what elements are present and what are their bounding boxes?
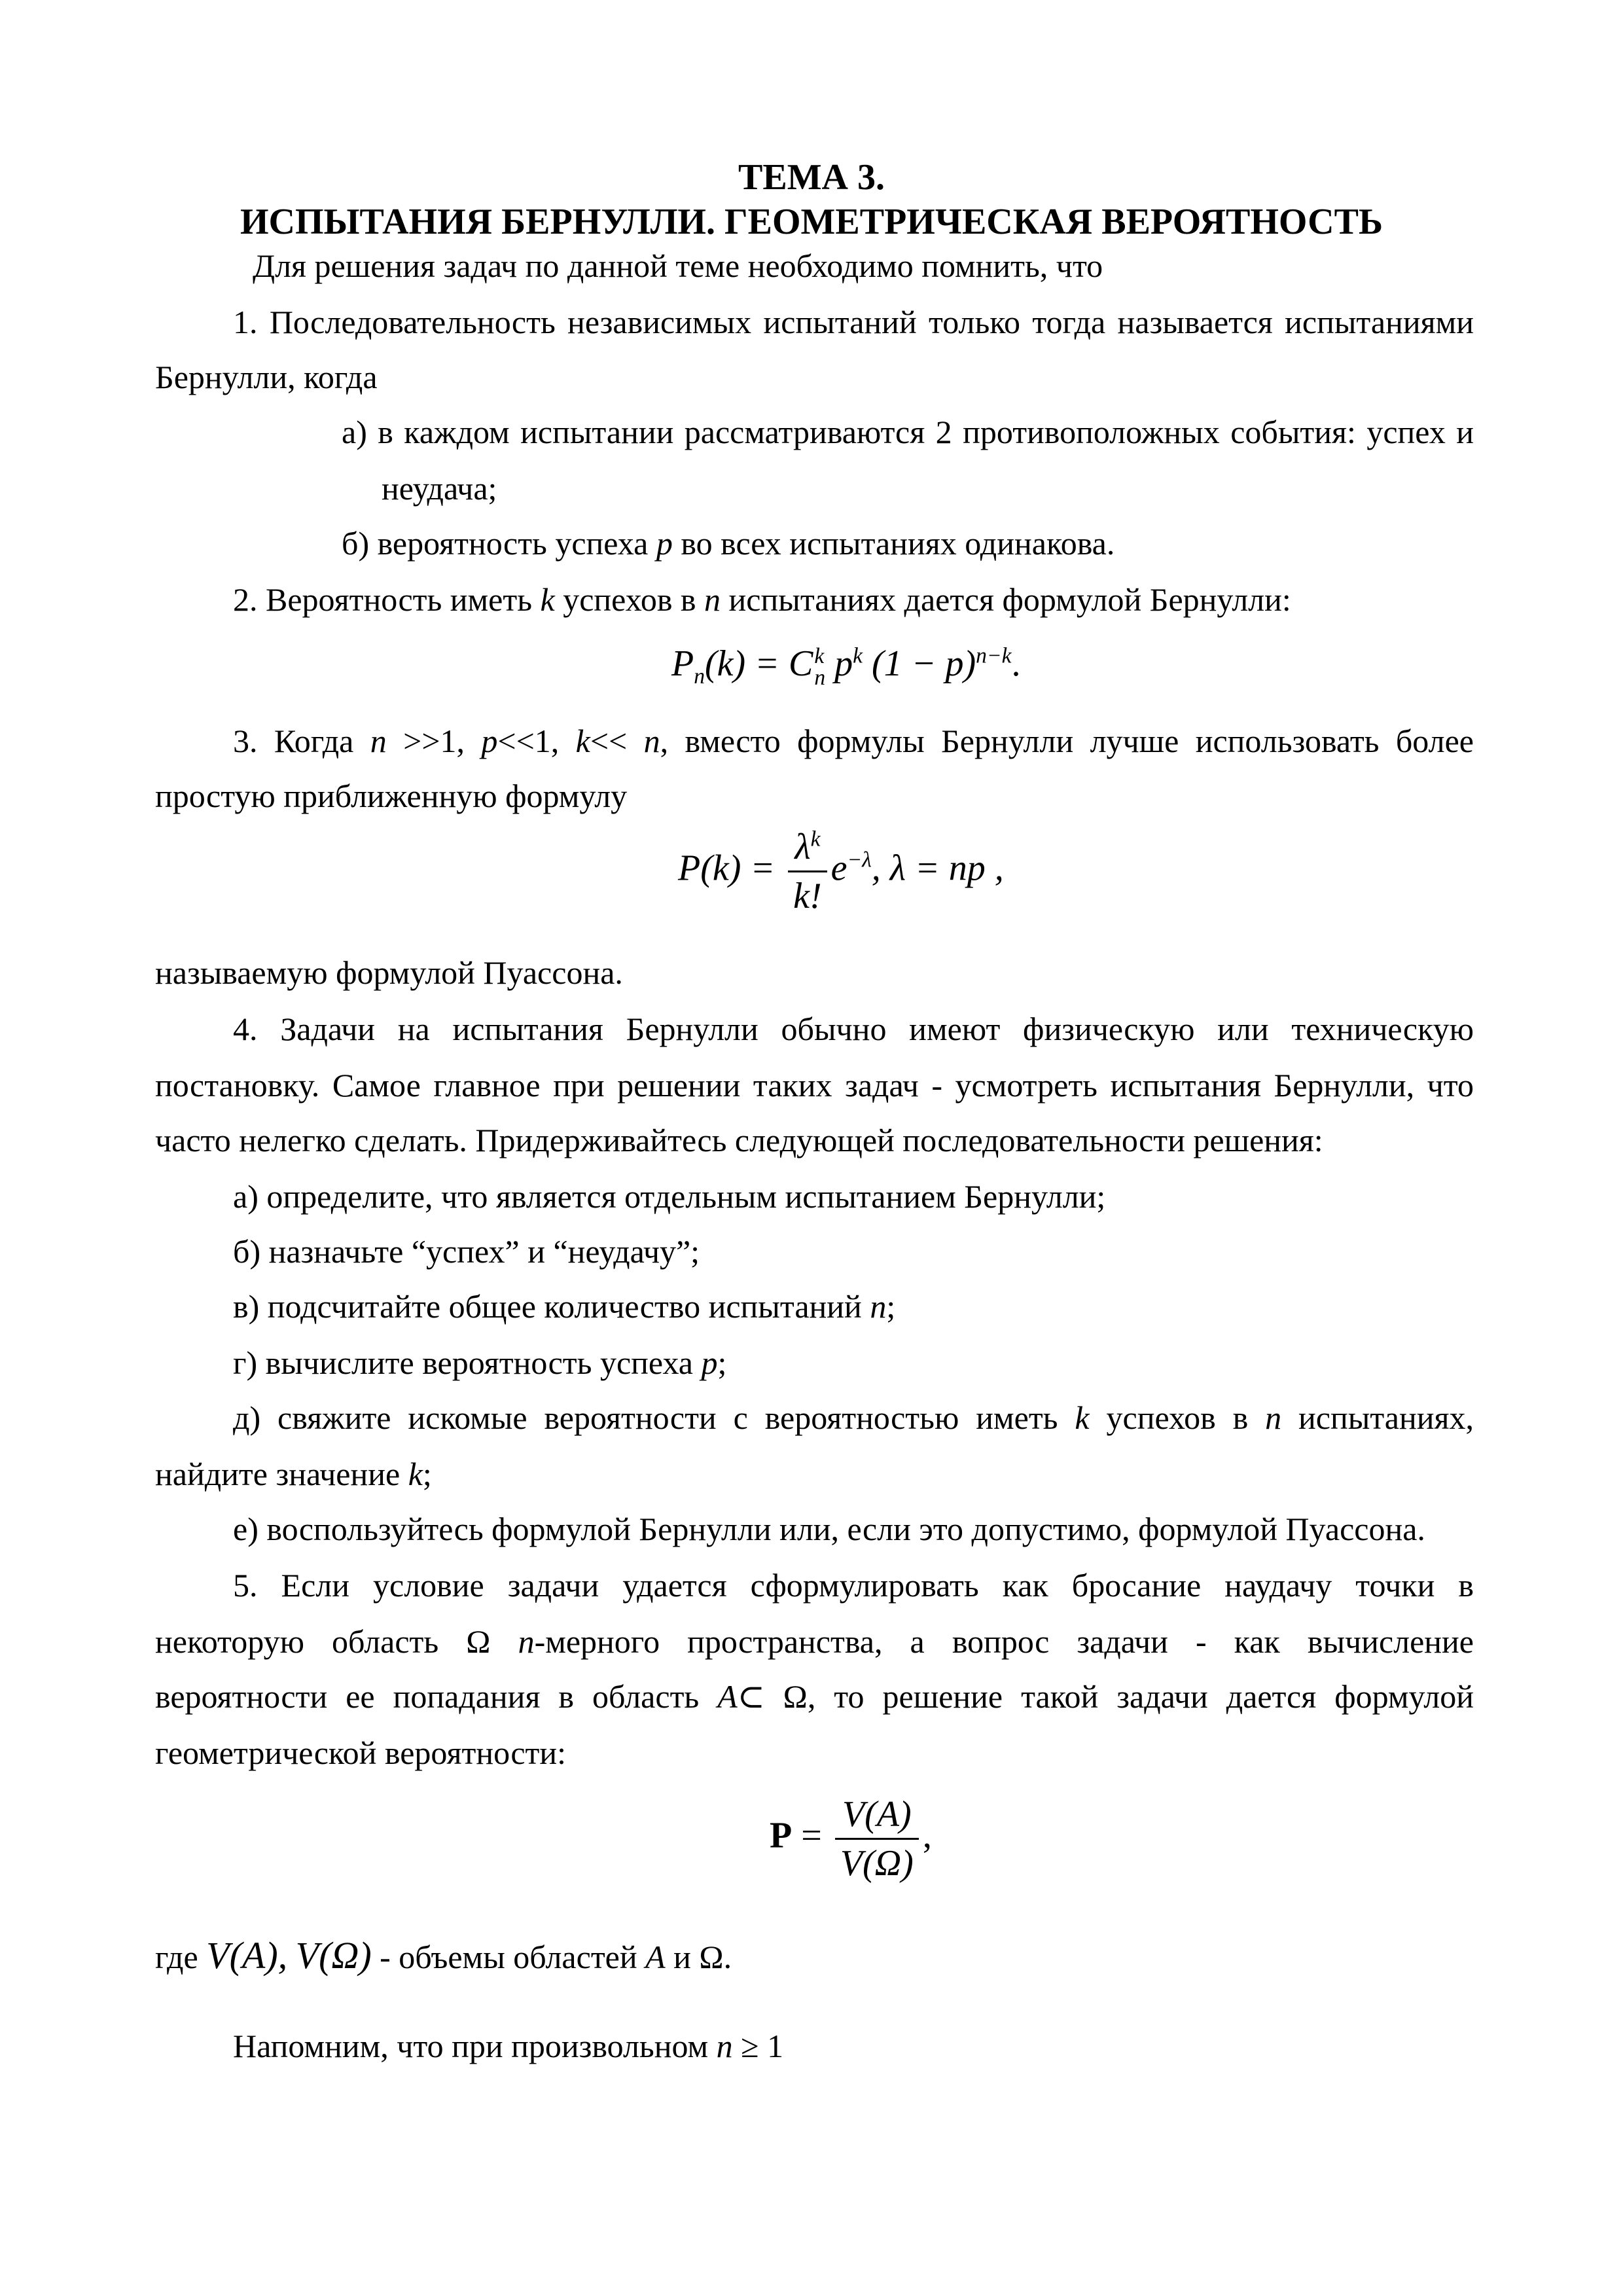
poisson-den: k!: [793, 876, 822, 916]
item1-line1: 1. Последовательность независимых испытаний только тогда называется испытаниями: [233, 304, 1474, 340]
item4-c-post: ;: [886, 1288, 896, 1325]
item4-a: а) определите, что является отдельным испытанием Бернулли;: [233, 1178, 1106, 1215]
bernoulli-end: .: [1011, 643, 1021, 684]
var-n: n: [1265, 1399, 1282, 1436]
item4-c-pre: в) подсчитайте общее количество испытаний: [233, 1288, 870, 1325]
where-mid: - объемы областей: [371, 1939, 646, 1975]
bernoulli-k: (k) =: [705, 643, 789, 684]
poisson-e-exp: −λ: [847, 848, 872, 872]
item4-line1: 4. Задачи на испытания Бернулли обычно имеют физическую или техническую: [233, 1011, 1474, 1047]
item3-a: 3. Когда: [233, 723, 370, 759]
item4-e2-post: ;: [422, 1456, 432, 1492]
poisson-formula: [678, 826, 1004, 917]
item5-line3: [155, 1677, 1474, 1716]
var-A: A: [645, 1939, 666, 1975]
recall-post: ≥ 1: [732, 2028, 784, 2064]
item4-b: б) назначьте “успех” и “неудачу”;: [233, 1233, 700, 1270]
poisson-rest: , λ = np ,: [871, 848, 1004, 889]
poisson-fraction: [788, 826, 827, 917]
item5-line3-b: ⊂ Ω, то решение такой задачи дается формулой: [737, 1678, 1474, 1715]
bernoulli-p: p: [825, 643, 853, 684]
where-post: и Ω.: [665, 1939, 732, 1975]
bernoulli-C-sub: n: [814, 666, 826, 691]
item4-e-a: д) свяжите искомые вероятности с вероятностью иметь: [233, 1399, 1075, 1436]
item1-b-pre: б) вероятность успеха: [342, 525, 656, 562]
item1-a-line2: неудача;: [382, 470, 497, 507]
item5-line1: 5. Если условие задачи удается сформулировать как бросание наудачу точки в: [233, 1567, 1474, 1604]
item1-line2: Бернулли, когда: [155, 359, 378, 395]
item4-e-line2: [155, 1454, 432, 1494]
item1-a-line1: а) в каждом испытании рассматриваются 2 противоположных события: успех и: [342, 414, 1474, 450]
var-n: n: [643, 723, 660, 759]
geometric-fraction: [835, 1793, 919, 1884]
item4-line3: часто нелегко сделать. Придерживайтесь следующей последовательности решения:: [155, 1122, 1323, 1158]
geometric-num: V(A): [842, 1794, 912, 1835]
geometric-den: V(Ω): [840, 1843, 914, 1884]
var-k: k: [575, 723, 590, 759]
item3-line1: [233, 721, 1474, 761]
geometric-eq: =: [792, 1815, 831, 1856]
bernoulli-tail: (1 − p): [863, 643, 976, 684]
bernoulli-n-sub: n: [694, 664, 705, 689]
item3-b: >>1,: [386, 723, 482, 759]
recall-pre: Напомним, что при произвольном: [233, 2028, 717, 2064]
item4-d-post: ;: [717, 1344, 727, 1381]
topic-heading: ТЕМА 3.: [738, 157, 885, 198]
item4-e-b: успехов в: [1089, 1399, 1266, 1436]
page-title: ИСПЫТАНИЯ БЕРНУЛЛИ. ГЕОМЕТРИЧЕСКАЯ ВЕРОЯТНОСТЬ: [240, 202, 1383, 242]
bernoulli-formula: [671, 643, 1020, 689]
item5-line2-b: -мерного пространства, а вопрос задачи - как вычисление: [534, 1623, 1474, 1660]
item3-line2: простую приближенную формулу: [155, 778, 628, 814]
var-k: k: [540, 581, 555, 618]
item5-recall: [233, 2026, 783, 2066]
item3-line3: называемую формулой Пуассона.: [155, 954, 623, 991]
item4-f: е) воспользуйтесь формулой Бернулли или, если это допустимо, формулой Пуассона.: [233, 1511, 1425, 1547]
item5-line2: [155, 1622, 1474, 1661]
item2-post: испытаниях дается формулой Бернулли:: [721, 581, 1291, 618]
geometric-P: P: [770, 1815, 793, 1856]
var-A: A: [717, 1678, 738, 1715]
item5-line2-a: некоторую область Ω: [155, 1623, 518, 1660]
var-n: n: [704, 581, 721, 618]
item4-e2-pre: найдите значение: [155, 1456, 408, 1492]
poisson-lhs: P(k) =: [678, 848, 785, 889]
item4-d-pre: г) вычислите вероятность успеха: [233, 1344, 702, 1381]
item3-d: <<: [590, 723, 644, 759]
item3-e: , вместо формулы Бернулли лучше использовать более: [660, 723, 1474, 759]
item2-pre: 2. Вероятность иметь: [233, 581, 541, 618]
bernoulli-C-sup: k: [814, 643, 825, 668]
var-n: n: [716, 2028, 733, 2064]
item1-b: [342, 524, 1115, 563]
item4-line2: постановку. Самое главное при решении таких задач - усмотреть испытания Бернулли, что: [155, 1067, 1474, 1103]
poisson-e: e: [830, 848, 847, 889]
item5-where: [155, 1936, 732, 1977]
geometric-formula: [770, 1793, 932, 1884]
item2-text: [233, 580, 1291, 619]
item2-mid: успехов в: [554, 581, 705, 618]
item5-line4: геометрической вероятности:: [155, 1734, 567, 1771]
item4-d: [233, 1343, 726, 1382]
where-pre: где: [155, 1939, 207, 1975]
item1-b-post: во всех испытаниях одинакова.: [672, 525, 1115, 562]
var-k: k: [1075, 1399, 1090, 1436]
item5-line3-a: вероятности ее попадания в область: [155, 1678, 718, 1715]
var-p: p: [481, 723, 498, 759]
bernoulli-exp: n−k: [976, 643, 1012, 668]
var-n: n: [870, 1288, 887, 1325]
item4-e-line1: [233, 1398, 1474, 1437]
geometric-end: ,: [922, 1815, 932, 1856]
intro-text: Для решения задач по данной теме необходимо помнить, что: [253, 247, 1103, 284]
bernoulli-p-sup: k: [853, 643, 863, 668]
item3-c: <<1,: [497, 723, 576, 759]
bernoulli-C: C: [788, 643, 813, 684]
var-p: p: [701, 1344, 718, 1381]
volume-omega: V(Ω): [295, 1934, 372, 1977]
var-n: n: [370, 723, 387, 759]
poisson-num-exp: k: [810, 827, 821, 852]
var-p: p: [656, 525, 673, 562]
volume-A: V(A),: [206, 1934, 288, 1977]
item4-e-c: испытаниях,: [1281, 1399, 1474, 1436]
poisson-num: λ: [794, 827, 811, 867]
var-k: k: [408, 1456, 423, 1492]
item4-c: [233, 1287, 895, 1326]
bernoulli-P: P: [671, 643, 694, 684]
var-n: n: [518, 1623, 535, 1660]
